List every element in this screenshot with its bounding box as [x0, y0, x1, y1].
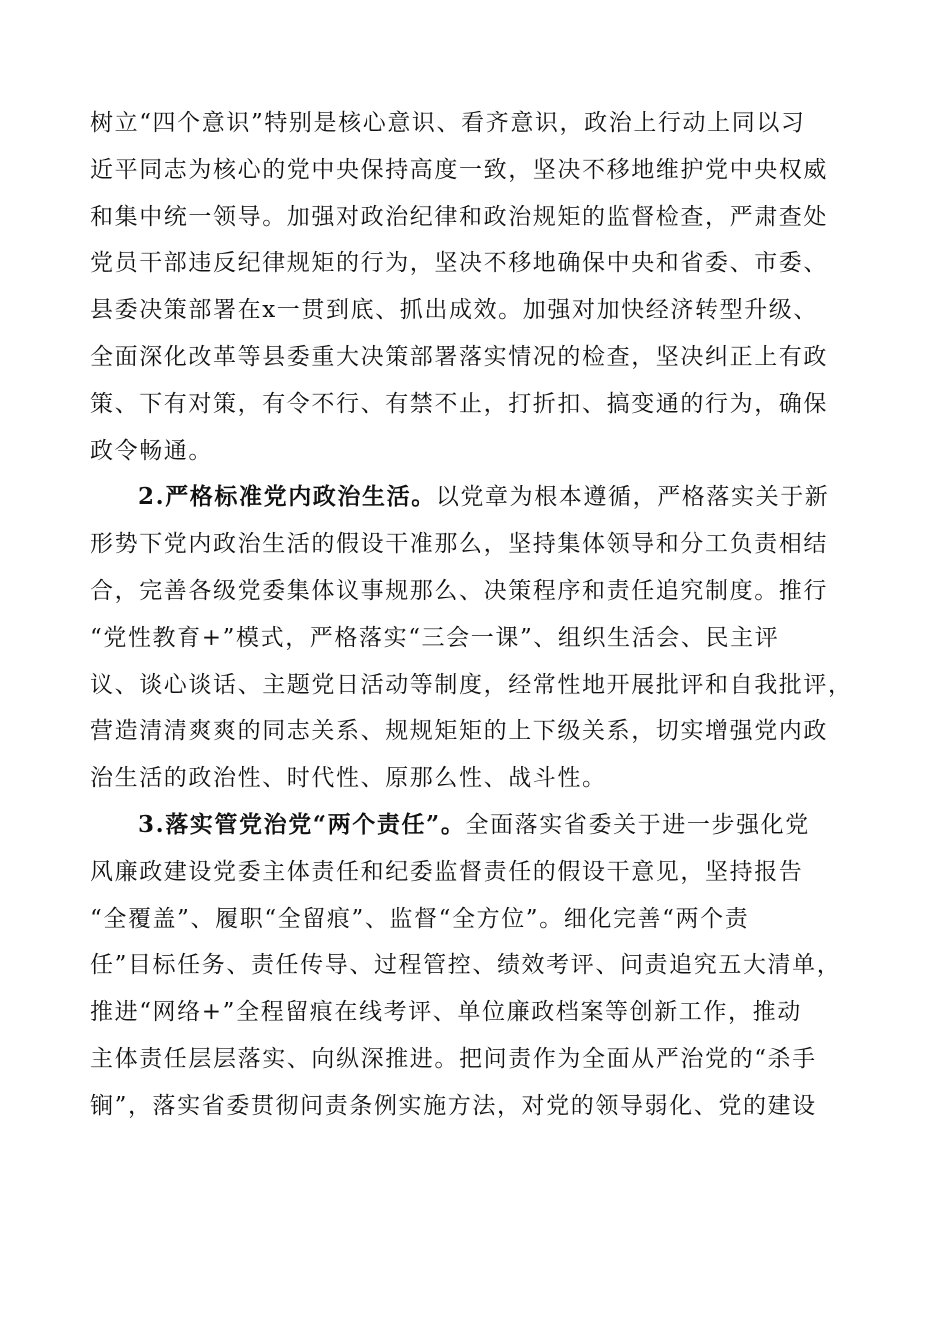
text-line: 议、谈心谈话、主题党日活动等制度，经常性地开展批评和自我批评，: [90, 671, 853, 698]
section-heading-3: 3.落实管党治党“两个责任”。: [138, 810, 466, 838]
section-heading-2: 2.严格标准党内政治生活。: [138, 483, 436, 511]
text-line: 全面深化改革等县委重大决策部署落实情况的检查，坚决纠正上有政: [90, 343, 828, 370]
text-line: 县委决策部署在x一贯到底、抓出成效。加强对加快经济转型升级、: [90, 297, 818, 324]
text-line: 树立“四个意识”特别是核心意识、看齐意识，政治上行动上同以习: [90, 110, 806, 136]
text-run: 以党章为根本遵循，严格落实关于新: [435, 484, 830, 511]
text-line: 任”目标任务、责任传导、过程管控、绩效考评、问责追究五大清单，: [90, 952, 842, 979]
text-line: 主体责任层层落实、向纵深推进。把问责作为全面从严治党的“杀手: [90, 1045, 817, 1072]
text-line: 营造清清爽爽的同志关系、规规矩矩的上下级关系，切实增强党内政: [90, 718, 828, 745]
text-line: 近平同志为核心的党中央保持高度一致，坚决不移地维护党中央权威: [90, 156, 828, 183]
paragraph-2: [90, 474, 870, 802]
text-line: 治生活的政治性、时代性、原那么性、战斗性。: [90, 765, 607, 792]
text-line: 和集中统一领导。加强对政治纪律和政治规矩的监督检查，严肃查处: [90, 203, 828, 230]
text-line: 推进“网络+”全程留痕在线考评、单位廉政档案等创新工作，推动: [90, 999, 802, 1026]
paragraph-1: [90, 100, 870, 474]
text-line: 策、下有对策，有令不行、有禁不止，打折扣、搞变通的行为，确保: [90, 390, 828, 417]
text-line: 合，完善各级党委集体议事规那么、决策程序和责任追究制度。推行: [90, 577, 828, 604]
text-line: 党员干部违反纪律规矩的行为，坚决不移地确保中央和省委、市委、: [90, 250, 828, 277]
text-line: 锏”，落实省委贯彻问责条例实施方法，对党的领导弱化、党的建设: [90, 1092, 817, 1119]
text-line: 风廉政建设党委主体责任和纪委监督责任的假设干意见，坚持报告: [90, 858, 804, 885]
text-line: “党性教育+”模式，严格落实“三会一课”、组织生活会、民主评: [90, 624, 780, 651]
paragraph-3: [90, 802, 870, 1130]
text-line-first: [90, 802, 870, 849]
text-line: 形势下党内政治生活的假设干准那么，坚持集体领导和分工负责相结: [90, 531, 828, 558]
text-line-first: [90, 474, 870, 521]
text-line: 政令畅通。: [90, 437, 213, 464]
document-body: [90, 100, 870, 1130]
text-line: “全覆盖”、履职“全留痕”、监督“全方位”。细化完善“两个责: [90, 905, 750, 932]
text-run: 全面落实省委关于进一步强化党: [465, 811, 810, 838]
